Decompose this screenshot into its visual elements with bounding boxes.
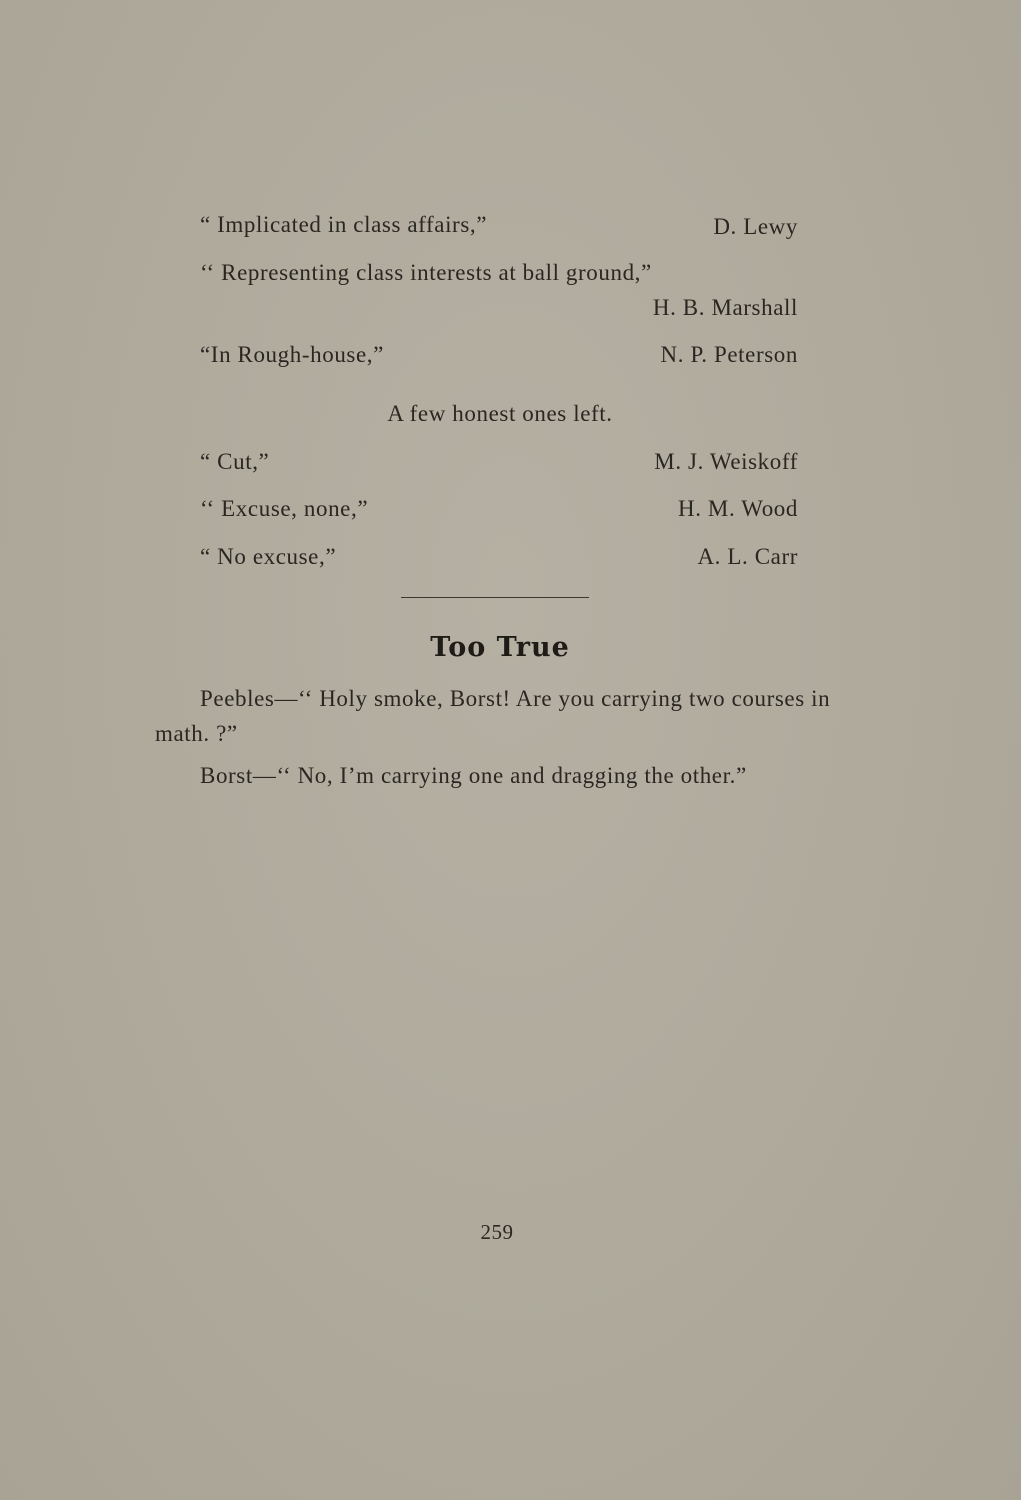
excuse-name-3: N. P. Peterson	[660, 342, 798, 367]
excuse-quote-2: ‘‘ Representing class interests at ball ground,”	[200, 260, 652, 285]
dialogue-peebles: Peebles—‘‘ Holy smoke, Borst! Are you carrying two courses in math. ?”	[155, 686, 831, 746]
excuse-quote-1: “ Implicated in class affairs,”	[200, 212, 488, 237]
honest-quote-2: ‘‘ Excuse, none,”	[200, 496, 369, 521]
honest-name-3: A. L. Carr	[697, 544, 798, 569]
honest-quote-3: “ No excuse,”	[200, 544, 337, 569]
section-title: Too True	[430, 632, 570, 663]
honest-name-1: M. J. Weiskoff	[654, 449, 798, 474]
dialogue-borst: Borst—‘‘ No, I’m carrying one and dragging the other.”	[200, 763, 747, 788]
section-divider	[401, 597, 589, 598]
excuse-name-1: D. Lewy	[713, 214, 798, 239]
subheading: A few honest ones left.	[387, 401, 613, 426]
excuse-name-2: H. B. Marshall	[652, 295, 798, 320]
honest-quote-1: “ Cut,”	[200, 449, 270, 474]
page-number: 259	[480, 1220, 514, 1244]
honest-name-2: H. M. Wood	[677, 496, 798, 521]
excuse-quote-3: “In Rough-house,”	[200, 342, 384, 367]
